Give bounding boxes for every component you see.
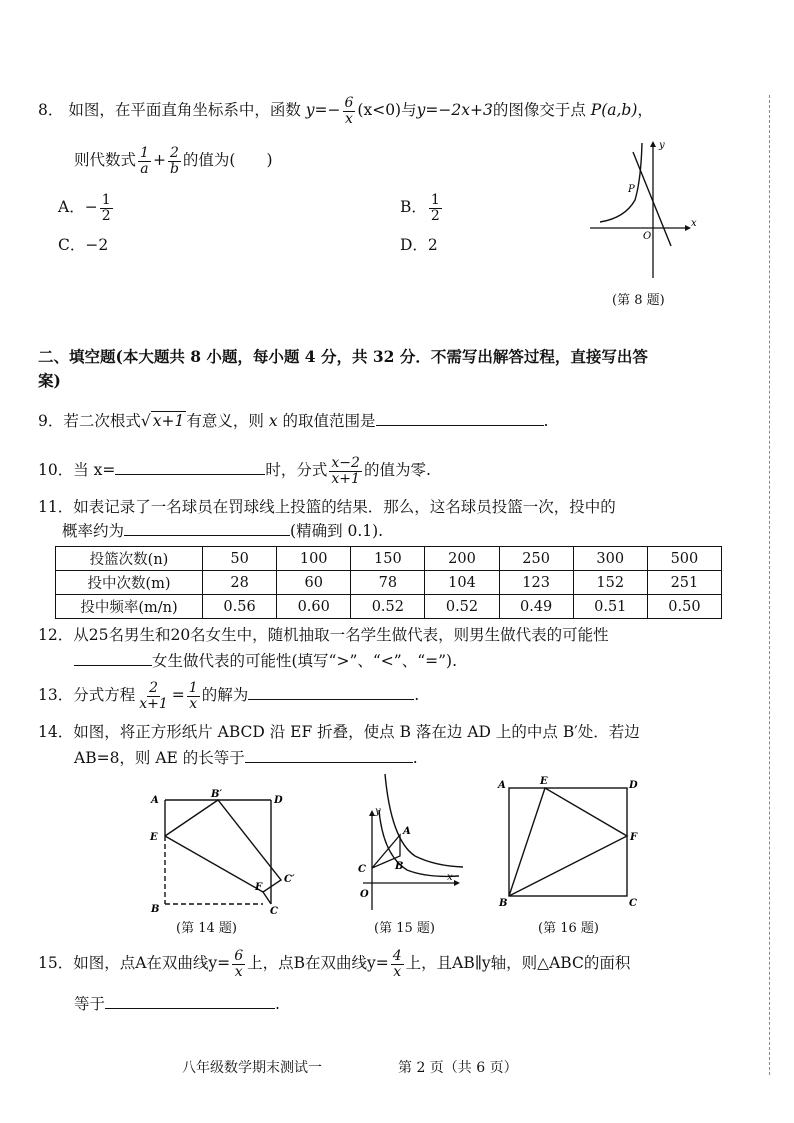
section-2-heading: 二、填空题(本大题共 8 小题，每小题 4 分，共 32 分．不需写出解答过程，直接写出答 案) — [38, 347, 648, 390]
fig14-label-F: F — [255, 882, 263, 893]
fig16-label-A: A — [498, 780, 506, 791]
fig16-label-F: F — [630, 832, 638, 843]
fig14-label-Bp: B′ — [211, 789, 223, 800]
fig16-label-B: B — [499, 898, 508, 909]
figure-8-caption: (第 8 题) — [612, 293, 665, 308]
footer-title: 八年级数学期末测试一 — [182, 1060, 322, 1076]
q10-answer-blank[interactable] — [115, 474, 265, 475]
figure-8-label-x: x — [691, 218, 697, 229]
figure-14 — [145, 788, 310, 916]
q8-frac-2b: $\frac{2}{b}$ — [169, 144, 179, 177]
q8-text-a: 如图，在平面直角坐标系中，函数 — [68, 101, 301, 119]
figure-15-caption: (第 15 题) — [374, 921, 435, 936]
figure-8-label-O: O — [643, 231, 652, 242]
q8-plus: + — [152, 151, 166, 169]
table-row: 投中次数(m) 28 60 78 104 123 152 251 — [56, 571, 722, 595]
q11-table — [55, 546, 722, 619]
q8-line1 — [38, 90, 758, 130]
q15-answer-blank[interactable] — [105, 1008, 275, 1009]
q8-cond: (x<0) — [357, 101, 402, 119]
q8-frac-1a: $\frac{1}{a}$ — [140, 144, 149, 177]
figure-15 — [355, 770, 470, 915]
q8-option-d: D．2 — [400, 236, 438, 254]
q9-answer-blank[interactable] — [376, 425, 544, 426]
q8-yeq: y=− — [305, 101, 341, 119]
q8-frac-6x: $\frac{6}{x}$ — [344, 94, 354, 127]
fig15-label-O: O — [360, 889, 369, 900]
q12-answer-blank[interactable] — [74, 665, 152, 666]
q8-line-eq: y=−2x+3 — [416, 101, 493, 119]
q8-point: P(a,b) — [590, 101, 638, 119]
fig16-label-E: E — [540, 776, 548, 787]
q8-option-b: B． $\frac{1}{2}$ — [400, 191, 440, 224]
q8-number: 8． — [38, 101, 64, 119]
figure-8-label-P: P — [628, 184, 635, 195]
fig14-label-Cp: C′ — [284, 874, 295, 885]
q9-line: 9．若二次根式√ x+1 有意义，则 x 的取值范围是 . — [38, 412, 549, 430]
figure-8-label-y: y — [659, 140, 665, 151]
fig15-label-y: y — [375, 806, 381, 817]
q13-answer-blank[interactable] — [248, 699, 414, 700]
figure-8 — [585, 138, 705, 286]
fig15-label-x: x — [447, 872, 453, 883]
fig16-label-C: C — [629, 898, 637, 909]
footer-page-number: 第 2 页（共 6 页） — [398, 1060, 518, 1076]
table-row: 投篮次数(n) 50 100 150 200 250 300 500 — [56, 547, 722, 571]
q8-text-l2a: 则代数式 — [74, 151, 137, 169]
q13-line: 13．分式方程 $\frac{2}{x+1}$ = $\frac{1}{x}$ 的解为 . — [38, 679, 420, 712]
figure-16 — [495, 772, 645, 912]
q11-answer-blank[interactable] — [124, 535, 290, 536]
q14-answer-blank[interactable] — [245, 762, 413, 763]
fig15-label-C: C — [358, 864, 366, 875]
q11-text: 11．如表记录了一名球员在罚球线上投篮的结果．那么，这名球员投篮一次，投中的 概率约为 (精确到 0.1). — [38, 498, 616, 540]
figure-14-caption: (第 14 题) — [176, 921, 237, 936]
fig14-label-E: E — [150, 832, 158, 843]
q8-text-l2b: 的值为( ) — [182, 151, 273, 169]
fig16-label-D: D — [629, 780, 638, 791]
fig15-label-A: A — [403, 826, 411, 837]
q8-text-b: 与 — [401, 101, 417, 119]
fig14-label-B: B — [151, 904, 160, 915]
q8-text-c: 的图像交于点 — [492, 101, 586, 119]
binding-dashed-line — [769, 95, 770, 1075]
fig14-label-D: D — [274, 795, 283, 806]
q15-line2: 等于 . — [74, 995, 280, 1013]
table-row: 投中频率(m/n) 0.56 0.60 0.52 0.52 0.49 0.51 0.50 — [56, 595, 722, 619]
q8-line2 — [74, 140, 273, 180]
q15-line1: 15．如图，点A在双曲线y= $\frac{6}{x}$ 上，点B在双曲线y= $\frac{4}{x}$ 上，且AB∥y轴，则△ABC的面积 — [38, 947, 631, 980]
q12-text: 12．从25名男生和20名女生中，随机抽取一名学生做代表，则男生做代表的可能性 女生做代表的可能性(填写“>”、“<”、“=”). — [38, 626, 609, 670]
fig15-label-B: B — [395, 861, 404, 872]
q8-option-a: A．− $\frac{1}{2}$ — [58, 191, 111, 224]
figure-16-caption: (第 16 题) — [538, 921, 599, 936]
fig14-label-A: A — [151, 795, 159, 806]
fig14-label-C: C — [270, 906, 278, 916]
q14-text: 14．如图，将正方形纸片 ABCD 沿 EF 折叠，使点 B 落在边 AD 上的中点 B′处．若边 AB=8，则 AE 的长等于 . — [38, 723, 640, 767]
q8-option-c: C．−2 — [58, 236, 109, 254]
q10-line: 10．当 x= 时，分式 $\frac{x-2}{x+1}$ 的值为零. — [38, 454, 431, 487]
q8-end: ， — [637, 101, 653, 119]
